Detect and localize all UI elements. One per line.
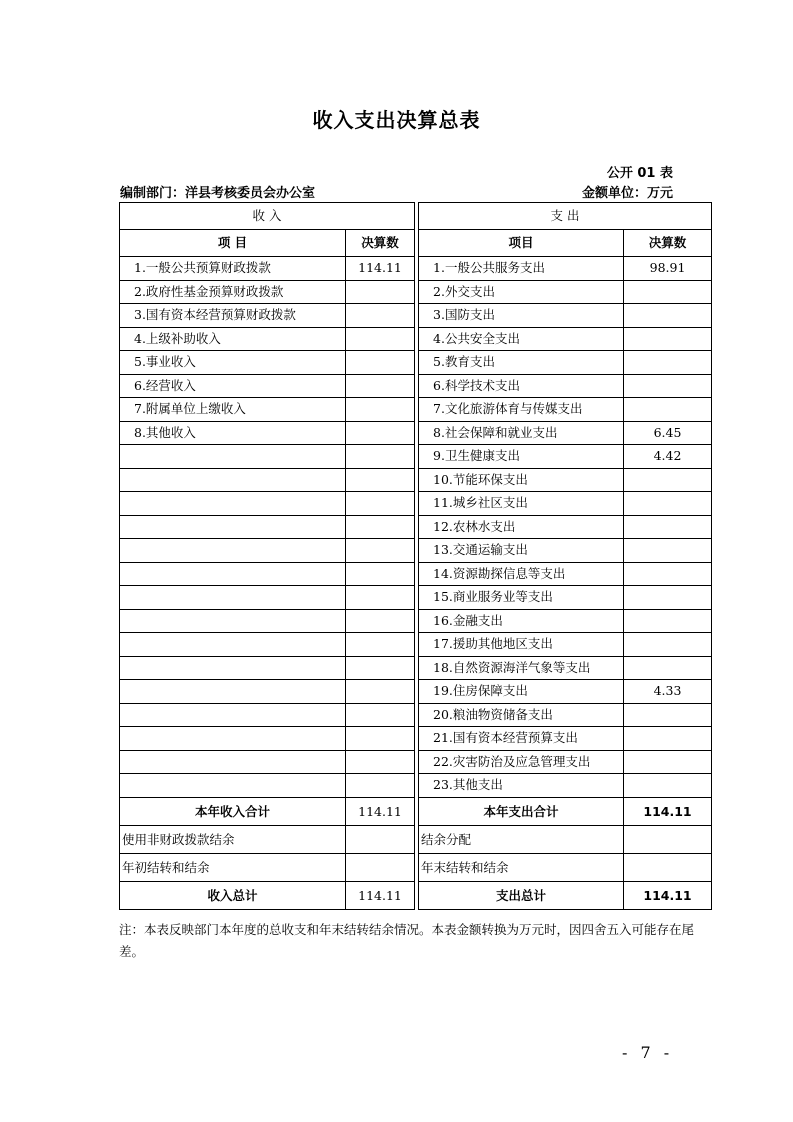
income-grand-total-label: 收入总计 (120, 881, 346, 909)
expense-amount-cell (624, 853, 712, 881)
income-amount-cell (346, 825, 415, 853)
expense-amount-cell: 4.42 (624, 445, 712, 469)
income-amount-cell (346, 421, 415, 445)
income-item-cell (120, 633, 346, 657)
table-row (120, 351, 712, 375)
income-amount-cell (346, 562, 415, 586)
income-amount-cell (346, 656, 415, 680)
expense-item-cell: 12.农林水支出 (419, 515, 624, 539)
expense-item-cell: 20.粮油物资储备支出 (419, 703, 624, 727)
table-row (120, 727, 712, 751)
income-item-header: 项 目 (120, 230, 346, 257)
income-item-cell: 6.经营收入 (120, 374, 346, 398)
income-grand-total-value: 114.11 (346, 881, 415, 909)
amount-unit: 金额单位：万元 (581, 186, 673, 201)
income-item-cell: 4.上级补助收入 (120, 327, 346, 351)
table-row (120, 609, 712, 633)
expense-amount-cell (624, 586, 712, 610)
table-row (120, 703, 712, 727)
income-amount-cell (346, 586, 415, 610)
expense-item-cell: 5.教育支出 (419, 351, 624, 375)
table-row (120, 586, 712, 610)
income-item-cell (120, 539, 346, 563)
income-amount-cell: 114.11 (346, 257, 415, 281)
income-item-cell: 5.事业收入 (120, 351, 346, 375)
expense-item-cell: 1.一般公共服务支出 (419, 257, 624, 281)
expense-item-cell: 19.住房保障支出 (419, 680, 624, 704)
expense-item-cell: 3.国防支出 (419, 304, 624, 328)
expense-amount-cell (624, 562, 712, 586)
expense-amount-cell (624, 351, 712, 375)
column-header-row (120, 230, 712, 257)
table-note: 注：本表反映部门本年度的总收支和年末结转结余情况。本表金额转换为万元时，因四舍五入可能存在尾差。 (119, 922, 695, 959)
table-row (120, 515, 712, 539)
income-section-header: 收 入 (120, 203, 415, 230)
expense-amount-cell: 98.91 (624, 257, 712, 281)
expense-amount-cell (624, 539, 712, 563)
expense-item-cell: 7.文化旅游体育与传媒支出 (419, 398, 624, 422)
expense-amount-cell (624, 398, 712, 422)
expense-amount-cell (624, 280, 712, 304)
form-number: 公开 01 表 (606, 166, 673, 181)
table-row (120, 421, 712, 445)
table-row (120, 327, 712, 351)
income-item-cell (120, 750, 346, 774)
expense-grand-total-value: 114.11 (624, 881, 712, 909)
expense-item-cell: 结余分配 (419, 825, 624, 853)
expense-item-header: 项目 (419, 230, 624, 257)
year-income-total-label: 本年收入合计 (120, 797, 346, 825)
expense-item-cell: 年末结转和结余 (419, 853, 624, 881)
table-row (120, 304, 712, 328)
expense-item-cell: 9.卫生健康支出 (419, 445, 624, 469)
income-item-cell (120, 445, 346, 469)
expense-item-cell: 4.公共安全支出 (419, 327, 624, 351)
income-amount-cell (346, 374, 415, 398)
income-item-cell (120, 703, 346, 727)
grand-total-row (120, 881, 712, 909)
table-row (120, 374, 712, 398)
year-expense-total-value: 114.11 (624, 797, 712, 825)
table-row (120, 680, 712, 704)
income-amount-cell (346, 515, 415, 539)
income-amount-cell (346, 351, 415, 375)
year-expense-total-label: 本年支出合计 (419, 797, 624, 825)
income-amount-cell (346, 492, 415, 516)
expense-amount-cell (624, 492, 712, 516)
table-row (120, 774, 712, 798)
expense-item-cell: 13.交通运输支出 (419, 539, 624, 563)
expense-amount-cell (624, 727, 712, 751)
table-row (120, 492, 712, 516)
income-item-cell (120, 468, 346, 492)
expense-item-cell: 16.金融支出 (419, 609, 624, 633)
income-item-cell: 7.附属单位上缴收入 (120, 398, 346, 422)
expense-item-cell: 14.资源勘探信息等支出 (419, 562, 624, 586)
expense-item-cell: 18.自然资源海洋气象等支出 (419, 656, 624, 680)
income-amount-header: 决算数 (346, 230, 415, 257)
income-item-cell: 2.政府性基金预算财政拨款 (120, 280, 346, 304)
expense-item-cell: 22.灾害防治及应急管理支出 (419, 750, 624, 774)
expense-amount-cell: 4.33 (624, 680, 712, 704)
income-item-cell: 1.一般公共预算财政拨款 (120, 257, 346, 281)
expense-amount-cell (624, 468, 712, 492)
income-amount-cell (346, 727, 415, 751)
table-row (120, 257, 712, 281)
income-amount-cell (346, 680, 415, 704)
table-row (120, 445, 712, 469)
table-row (120, 280, 712, 304)
expense-amount-cell (624, 656, 712, 680)
document-title: 收入支出决算总表 (312, 108, 481, 132)
expense-amount-cell (624, 825, 712, 853)
income-item-cell (120, 727, 346, 751)
page-number: - 7 - (622, 1043, 674, 1062)
income-amount-cell (346, 398, 415, 422)
expense-amount-cell (624, 750, 712, 774)
expense-item-cell: 2.外交支出 (419, 280, 624, 304)
expense-amount-cell (624, 515, 712, 539)
table-row (120, 656, 712, 680)
expense-item-cell: 23.其他支出 (419, 774, 624, 798)
expense-amount-cell (624, 633, 712, 657)
income-amount-cell (346, 853, 415, 881)
table-row (120, 468, 712, 492)
expense-item-cell: 6.科学技术支出 (419, 374, 624, 398)
income-item-cell (120, 774, 346, 798)
expense-item-cell: 15.商业服务业等支出 (419, 586, 624, 610)
income-item-cell (120, 586, 346, 610)
income-amount-cell (346, 774, 415, 798)
expense-amount-cell (624, 703, 712, 727)
income-item-cell (120, 680, 346, 704)
expense-amount-cell: 6.45 (624, 421, 712, 445)
expense-amount-header: 决算数 (624, 230, 712, 257)
income-amount-cell (346, 280, 415, 304)
expense-item-cell: 10.节能环保支出 (419, 468, 624, 492)
expense-item-cell: 17.援助其他地区支出 (419, 633, 624, 657)
income-item-cell: 3.国有资本经营预算财政拨款 (120, 304, 346, 328)
income-item-cell (120, 562, 346, 586)
table-row (120, 750, 712, 774)
expense-section-header: 支 出 (419, 203, 712, 230)
income-amount-cell (346, 609, 415, 633)
expense-item-cell: 11.城乡社区支出 (419, 492, 624, 516)
expense-amount-cell (624, 374, 712, 398)
balance-row (120, 825, 712, 853)
expense-amount-cell (624, 304, 712, 328)
table-row (120, 562, 712, 586)
expense-grand-total-label: 支出总计 (419, 881, 624, 909)
income-item-cell: 使用非财政拨款结余 (120, 825, 346, 853)
income-amount-cell (346, 445, 415, 469)
expense-amount-cell (624, 774, 712, 798)
income-item-cell (120, 492, 346, 516)
year-total-row (120, 797, 712, 825)
year-income-total-value: 114.11 (346, 797, 415, 825)
table-row (120, 633, 712, 657)
section-header-row (120, 203, 712, 230)
income-item-cell (120, 656, 346, 680)
income-amount-cell (346, 327, 415, 351)
income-item-cell (120, 515, 346, 539)
income-amount-cell (346, 468, 415, 492)
income-item-cell (120, 609, 346, 633)
income-amount-cell (346, 304, 415, 328)
expense-item-cell: 8.社会保障和就业支出 (419, 421, 624, 445)
balance-row (120, 853, 712, 881)
income-item-cell: 年初结转和结余 (120, 853, 346, 881)
income-amount-cell (346, 633, 415, 657)
expense-amount-cell (624, 327, 712, 351)
income-amount-cell (346, 750, 415, 774)
income-expense-table (119, 202, 712, 910)
table-row (120, 539, 712, 563)
income-amount-cell (346, 703, 415, 727)
income-item-cell: 8.其他收入 (120, 421, 346, 445)
expense-amount-cell (624, 609, 712, 633)
table-row (120, 398, 712, 422)
compiling-department: 编制部门：洋县考核委员会办公室 (120, 186, 316, 201)
expense-item-cell: 21.国有资本经营预算支出 (419, 727, 624, 751)
income-amount-cell (346, 539, 415, 563)
